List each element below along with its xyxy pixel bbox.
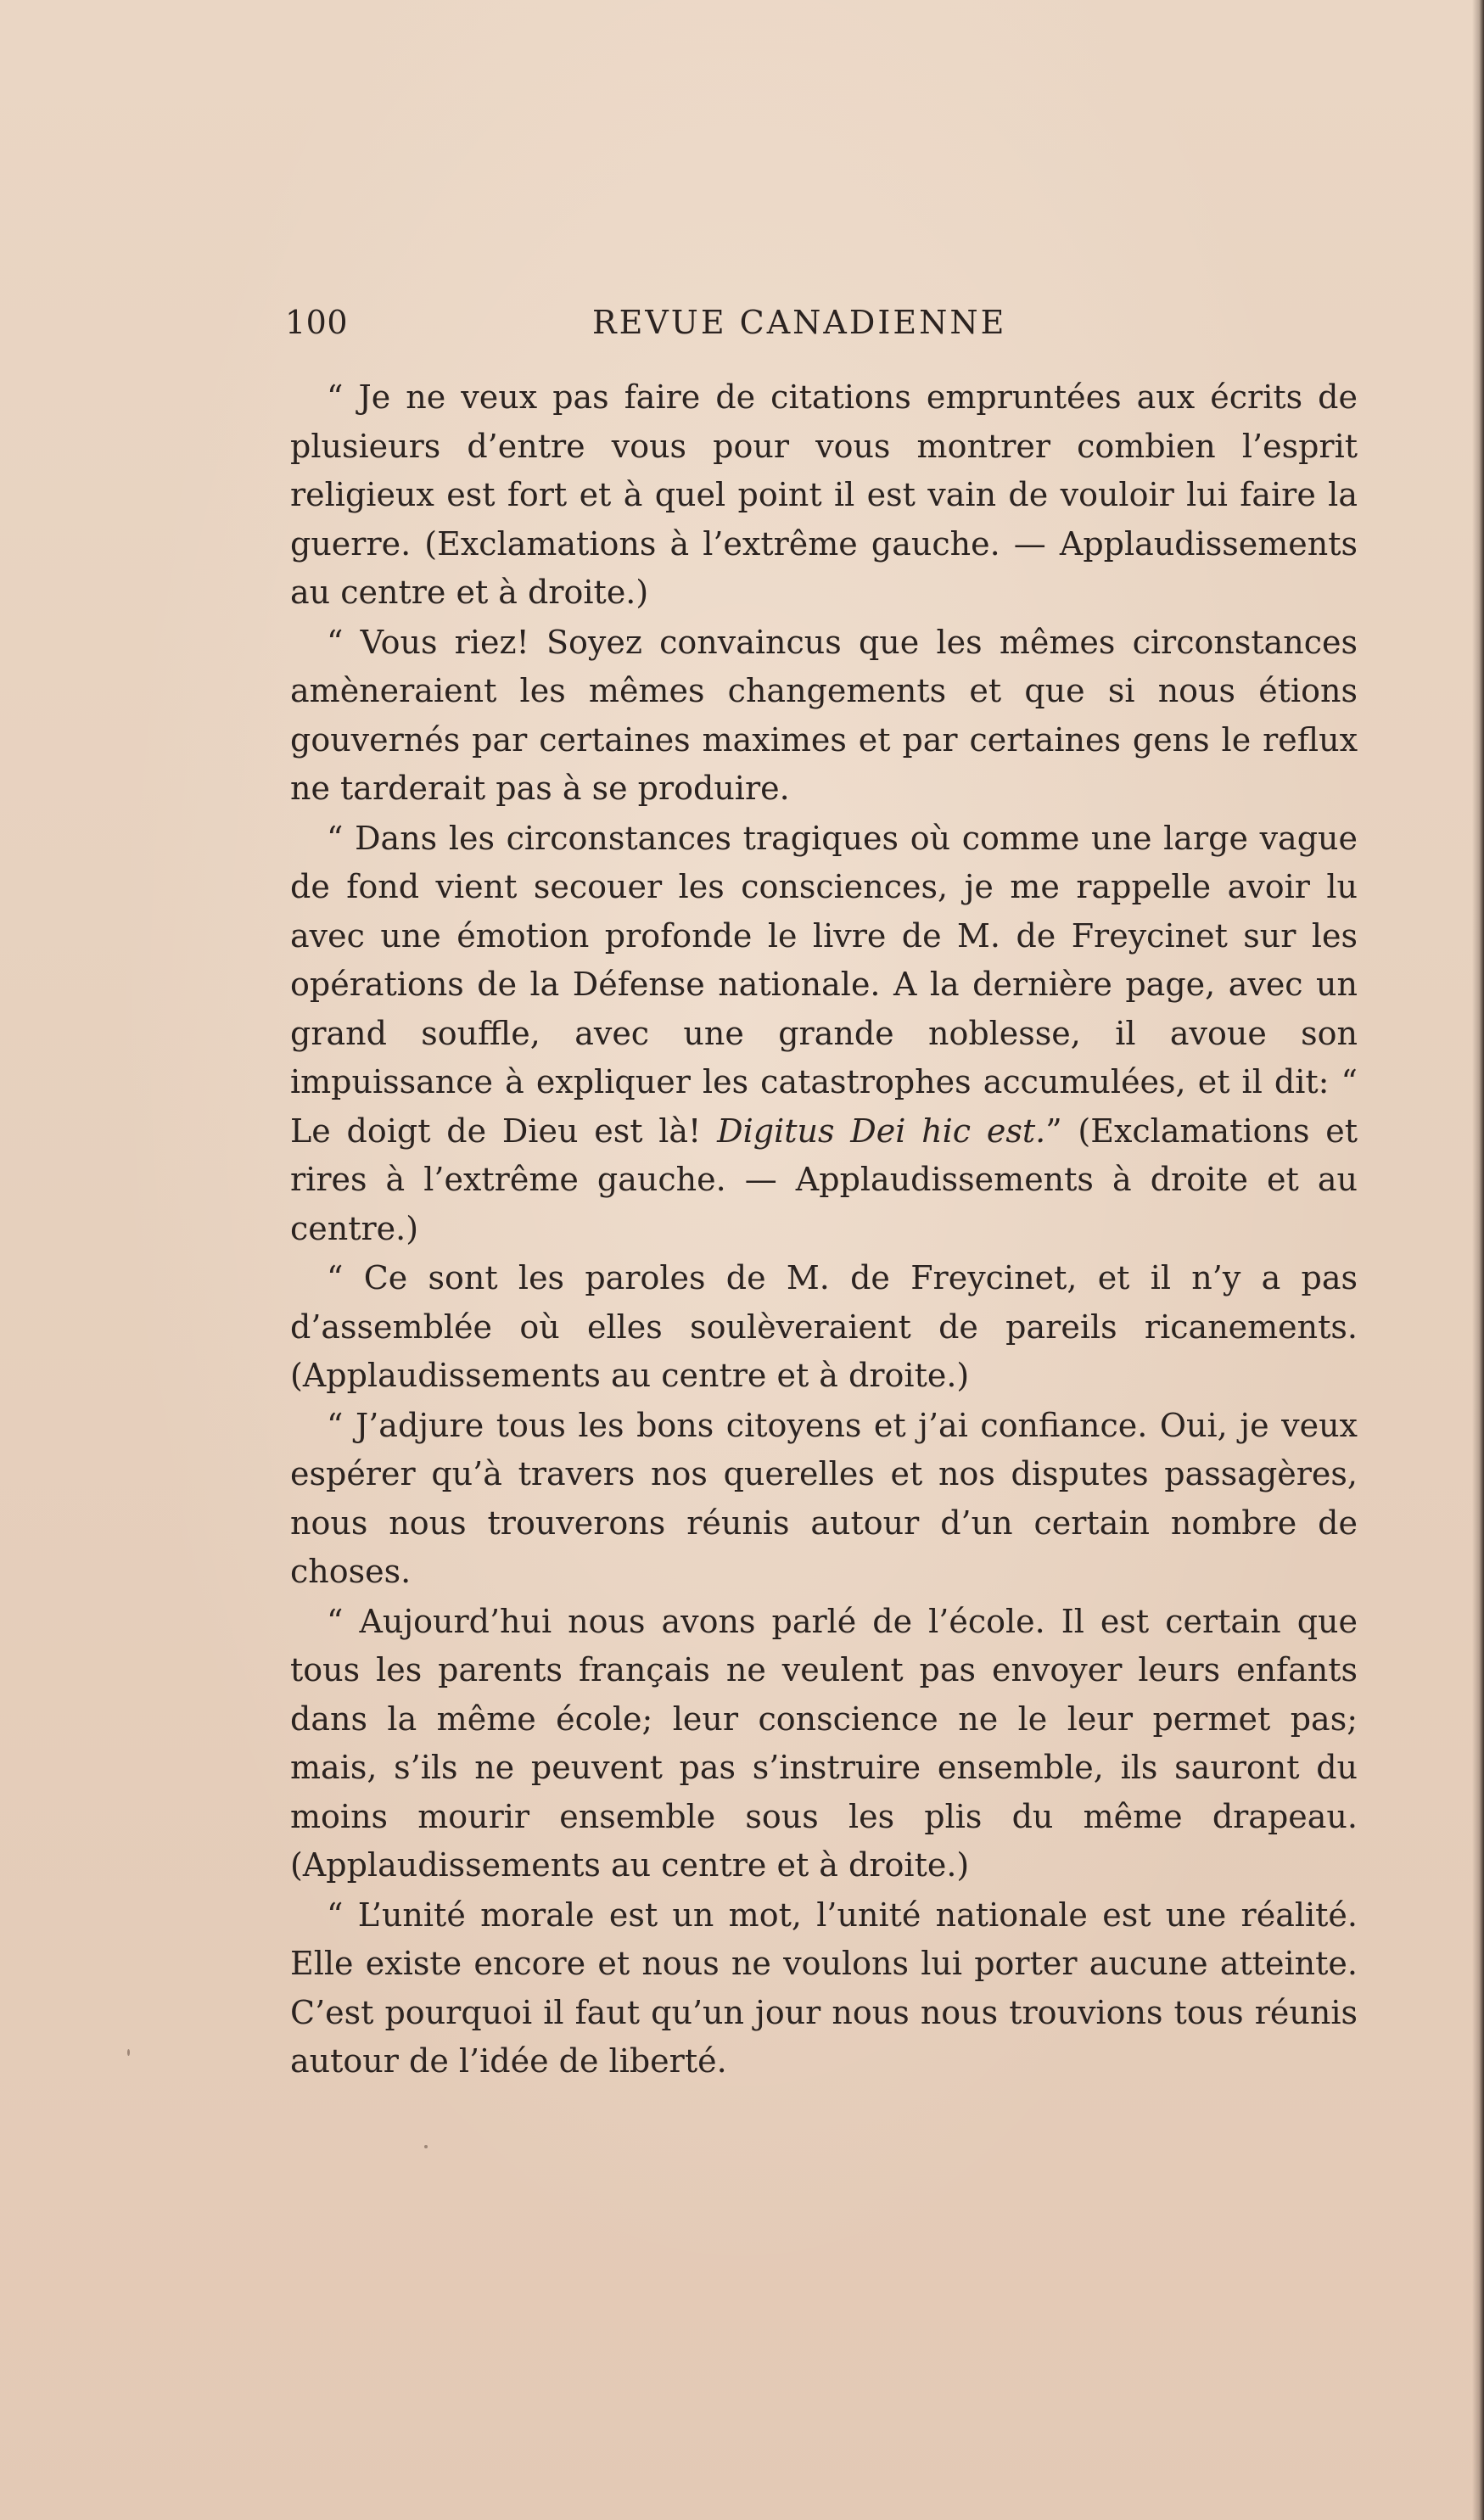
page-number: 100 — [285, 304, 349, 341]
page-edge-shadow — [1472, 0, 1484, 2520]
paragraph-tail: ” (Exclamations et rires à l’extrême gauche. — Applaudissements à droite et au centre.) — [290, 1112, 1358, 1247]
paragraph — [290, 815, 1358, 1254]
paragraph: “ Ce sont les paroles de M. de Freycinet, et il n’y a pas d’assemblée où elles soulèveraient de pareils ricanements. (Applaudissements au centre et à droite.) — [290, 1259, 1358, 1394]
paragraph: “ Je ne veux pas faire de citations empruntées aux écrits de plusieurs d’entre vous pour vous montrer combien l’esprit religieux est fort et à quel point il est vain de vouloir lui faire la guerre. (Exclamations à l’extrême gauche. — Applaudissements au centre et à droite.) — [290, 378, 1358, 611]
latin-quote: Digitus Dei hic est. — [717, 1112, 1046, 1150]
running-head — [285, 297, 1040, 348]
paragraph: “ L’unité morale est un mot, l’unité nationale est une réalité. Elle existe encore et nous ne voulons lui porter aucune atteinte. C’est pourquoi il faut qu’un jour nous nous trouvions tous réunis autour de l’idée de liberté. — [290, 1896, 1358, 2080]
journal-title: REVUE CANADIENNE — [592, 304, 1007, 341]
paragraph: “ Aujourd’hui nous avons parlé de l’école. Il est certain que tous les parents français ne veulent pas envoyer leurs enfants dans la même école; leur conscience ne le leur permet pas; mais, s’ils ne peuvent pas s’instruire ensemble, ils sauront du moins mourir ensemble sous les plis du même drapeau. (Applaudissements au centre et à droite.) — [290, 1602, 1358, 1884]
body-text — [290, 373, 1358, 2086]
paper-speck — [127, 2049, 130, 2056]
paper-speck — [424, 2145, 428, 2148]
paragraph-text: “ Dans les circonstances tragiques où comme une large vague de fond vient secouer les consciences, je me rappelle avoir lu avec une émotion profonde le livre de M. de Freycinet sur les opérations de la Défense nationale. A la dernière page, avec un grand souffle, avec une grande noblesse, il avoue son impuissance à expliquer les catastrophes accumulées, et il dit: “ Le doigt de Dieu est là! — [290, 819, 1358, 1150]
paragraph: “ Vous riez! Soyez convaincus que les mêmes circonstances amèneraient les mêmes changements et que si nous étions gouvernés par certaines maximes et par certaines gens le reflux ne tarderait pas à se produire. — [290, 623, 1358, 807]
paragraph: “ J’adjure tous les bons citoyens et j’ai confiance. Oui, je veux espérer qu’à travers nos querelles et nos disputes passagères, nous nous trouverons réunis autour d’un certain nombre de choses. — [290, 1406, 1358, 1590]
